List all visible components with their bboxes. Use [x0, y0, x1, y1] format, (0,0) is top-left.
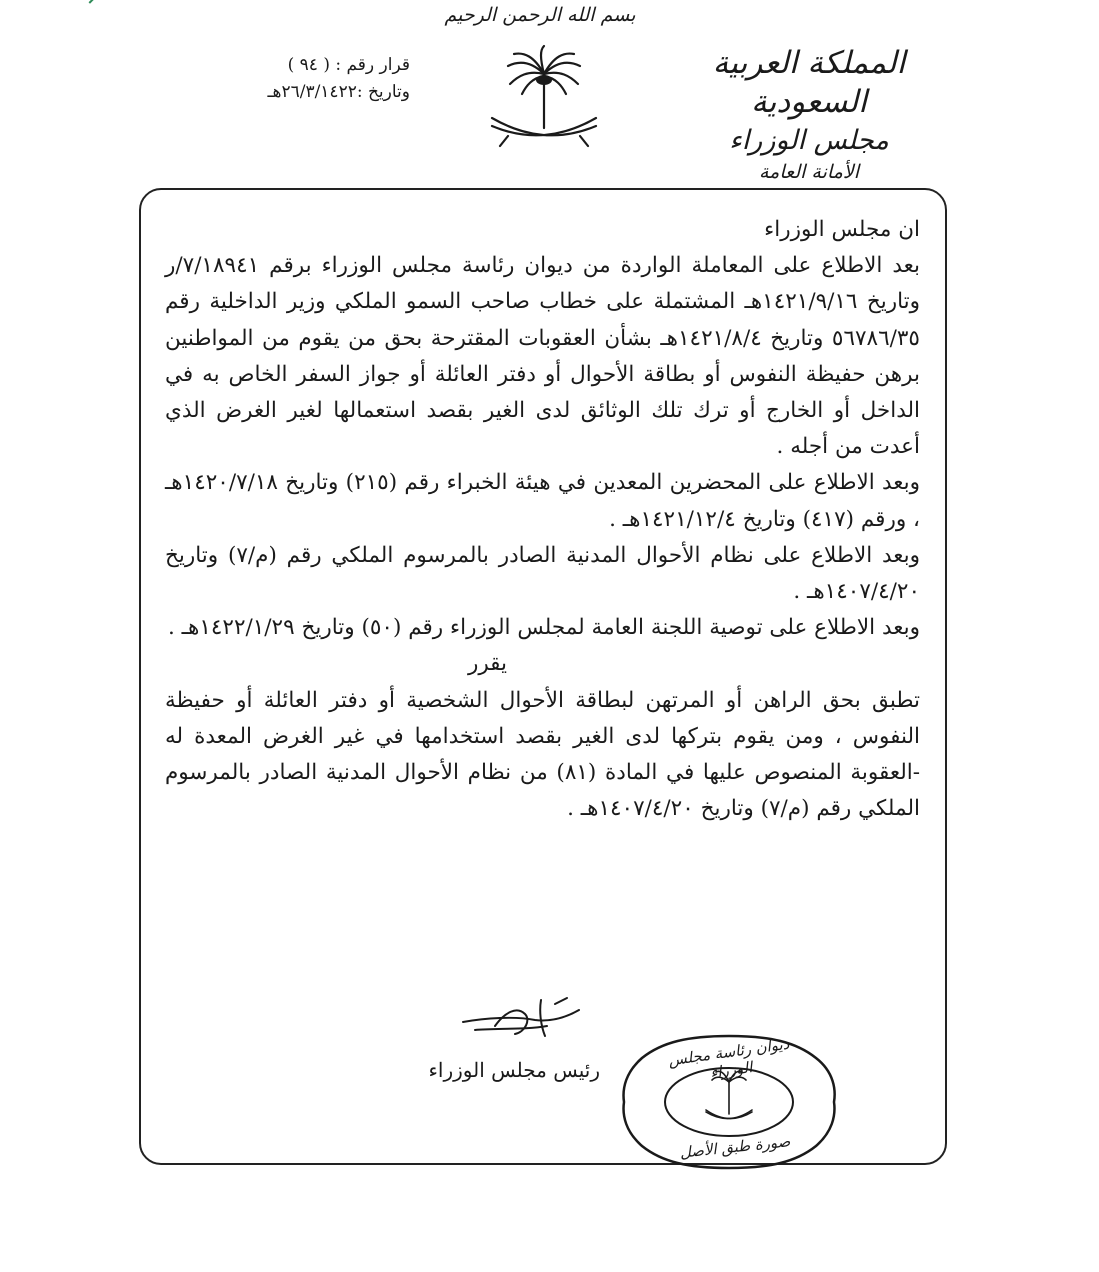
ruling-paragraph: تطبق بحق الراهن أو المرتهن لبطاقة الأحوال الشخصية أو دفتر العائلة أو حفيظة النفوس ، ومن يقوم بتركها لدى الغير بقصد استخدامها في غير الغرض المعدة له -العقوبة المنصوص عليها في المادة (٨١) من نظام الأحوال المدنية الصادر بالمرسوم الملكي رقم (م/٧) وتاريخ ١٤٠٧/٤/٢٠هـ .	[165, 687, 920, 822]
kingdom-name: المملكة العربية السعودية	[712, 45, 906, 120]
palm-swords-emblem-icon	[484, 44, 604, 162]
decides-heading: يقرر	[467, 651, 508, 677]
handwritten-signature-icon	[455, 992, 585, 1042]
decision-reference	[170, 52, 410, 106]
recital-paragraph: وبعد الاطلاع على توصية اللجنة العامة لمجلس الوزراء رقم (٥٠) وتاريخ ١٤٢٢/١/٢٩هـ .	[168, 615, 920, 641]
recital-paragraph: وبعد الاطلاع على نظام الأحوال المدنية الصادر بالمرسوم الملكي رقم (م/٧) وتاريخ ١٤٠٧/٤/٢٠هـ .	[165, 542, 921, 605]
corner-mark	[89, 0, 116, 16]
recital-paragraph: بعد الاطلاع على المعاملة الواردة من ديوان رئاسة مجلس الوزراء برقم ٧/١٨٩٤١/ر وتاريخ ١٤٢١/٩/١٦هـ المشتملة على خطاب صاحب السمو الملكي وزير الداخلية رقم ٥٦٧٨٦/٣٥ وتاريخ ١٤٢١/٨/٤هـ بشأن العقوبات المقترحة بحق من يقوم من المواطنين برهن حفيظة النفوس أو بطاقة الأحوال أو دفتر العائلة أو جواز السفر الخاص به في الداخل أو الخارج أو ترك تلك الوثائق لدى الغير بقصد استعمالها لغير الغرض الذي أعدت من أجله .	[165, 253, 920, 460]
secretariat-name: الأمانة العامة	[759, 161, 859, 184]
preamble: ان مجلس الوزراء	[764, 217, 920, 242]
council-name: مجلس الوزراء	[729, 124, 889, 156]
seal-top-text: ديوان رئاسة مجلس الوزراء	[667, 1034, 791, 1082]
decision-body	[165, 212, 920, 827]
seal-bottom-text: صورة طبق الأصل	[678, 1132, 792, 1162]
recital-paragraph: وبعد الاطلاع على المحضرين المعدين في هيئة الخبراء رقم (٢١٥) وتاريخ ١٤٢٠/٧/١٨هـ ، ورقم (٤١٧) وتاريخ ١٤٢١/١٢/٤هـ .	[165, 470, 920, 532]
decision-date: وتاريخ :٢٦/٣/١٤٢٢هـ	[267, 82, 410, 103]
decision-number: قرار رقم : ( ٩٤ )	[287, 55, 410, 75]
signatory-title: رئيس مجلس الوزراء	[428, 1058, 600, 1082]
letterhead	[679, 44, 939, 185]
basmala: بسم الله الرحمن الرحيم	[444, 4, 636, 26]
